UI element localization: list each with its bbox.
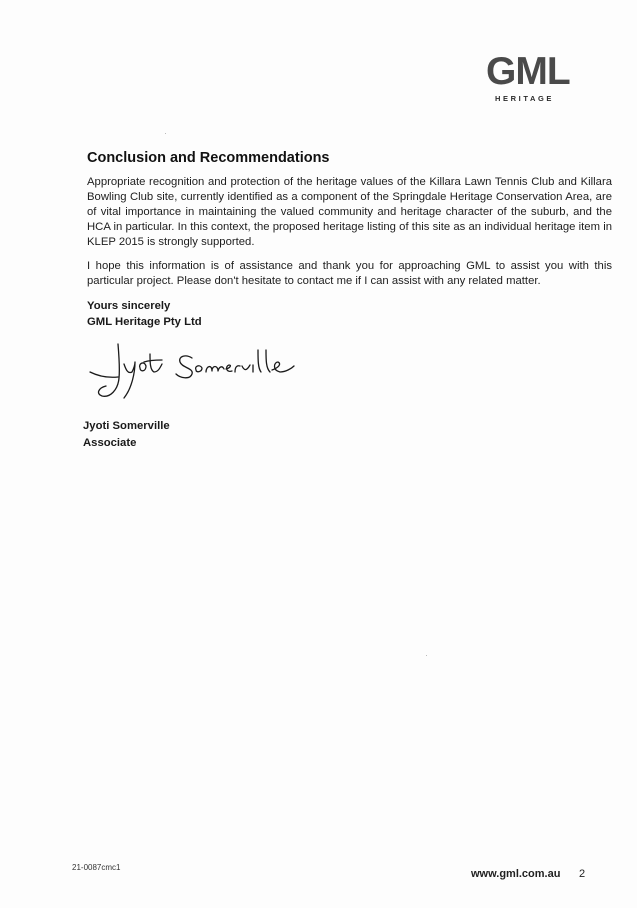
- logo-mark: GML: [486, 50, 570, 93]
- signer-title: Associate: [83, 437, 137, 449]
- signer-block: [83, 418, 170, 452]
- gml-heritage-logo: [470, 52, 590, 112]
- letter-body: [87, 150, 612, 330]
- section-heading: Conclusion and Recommendations: [87, 150, 330, 166]
- page-number: 2: [579, 868, 586, 880]
- closing-company: GML Heritage Pty Ltd: [87, 316, 202, 328]
- document-reference: 21-0087cmc1: [72, 863, 121, 872]
- scan-speck: [426, 655, 427, 656]
- body-paragraph: Appropriate recognition and protection of the heritage values of the Killara Lawn Tennis Club and Killara Bowling Club site, currently identified as a component of the Springdale Heritage Conservation Area, are of vital importance in maintaining the valued community and heritage character of the suburb, and the HCA in particular. In this context, the proposed heritage listing of this site as an individual heritage item in KLEP 2015 is strongly supported.: [87, 176, 612, 248]
- website-link[interactable]: www.gml.com.au: [471, 868, 561, 880]
- scan-speck: [165, 133, 166, 134]
- closing-salutation: Yours sincerely: [87, 300, 171, 312]
- signer-name: Jyoti Somerville: [83, 420, 170, 432]
- logo-subtitle: HERITAGE: [495, 94, 554, 103]
- handwritten-signature: [88, 338, 298, 410]
- body-paragraph: I hope this information is of assistance and thank you for approaching GML to assist you with this particular project. Please don't hesitate to contact me if I can assist with any related matter.: [87, 260, 612, 287]
